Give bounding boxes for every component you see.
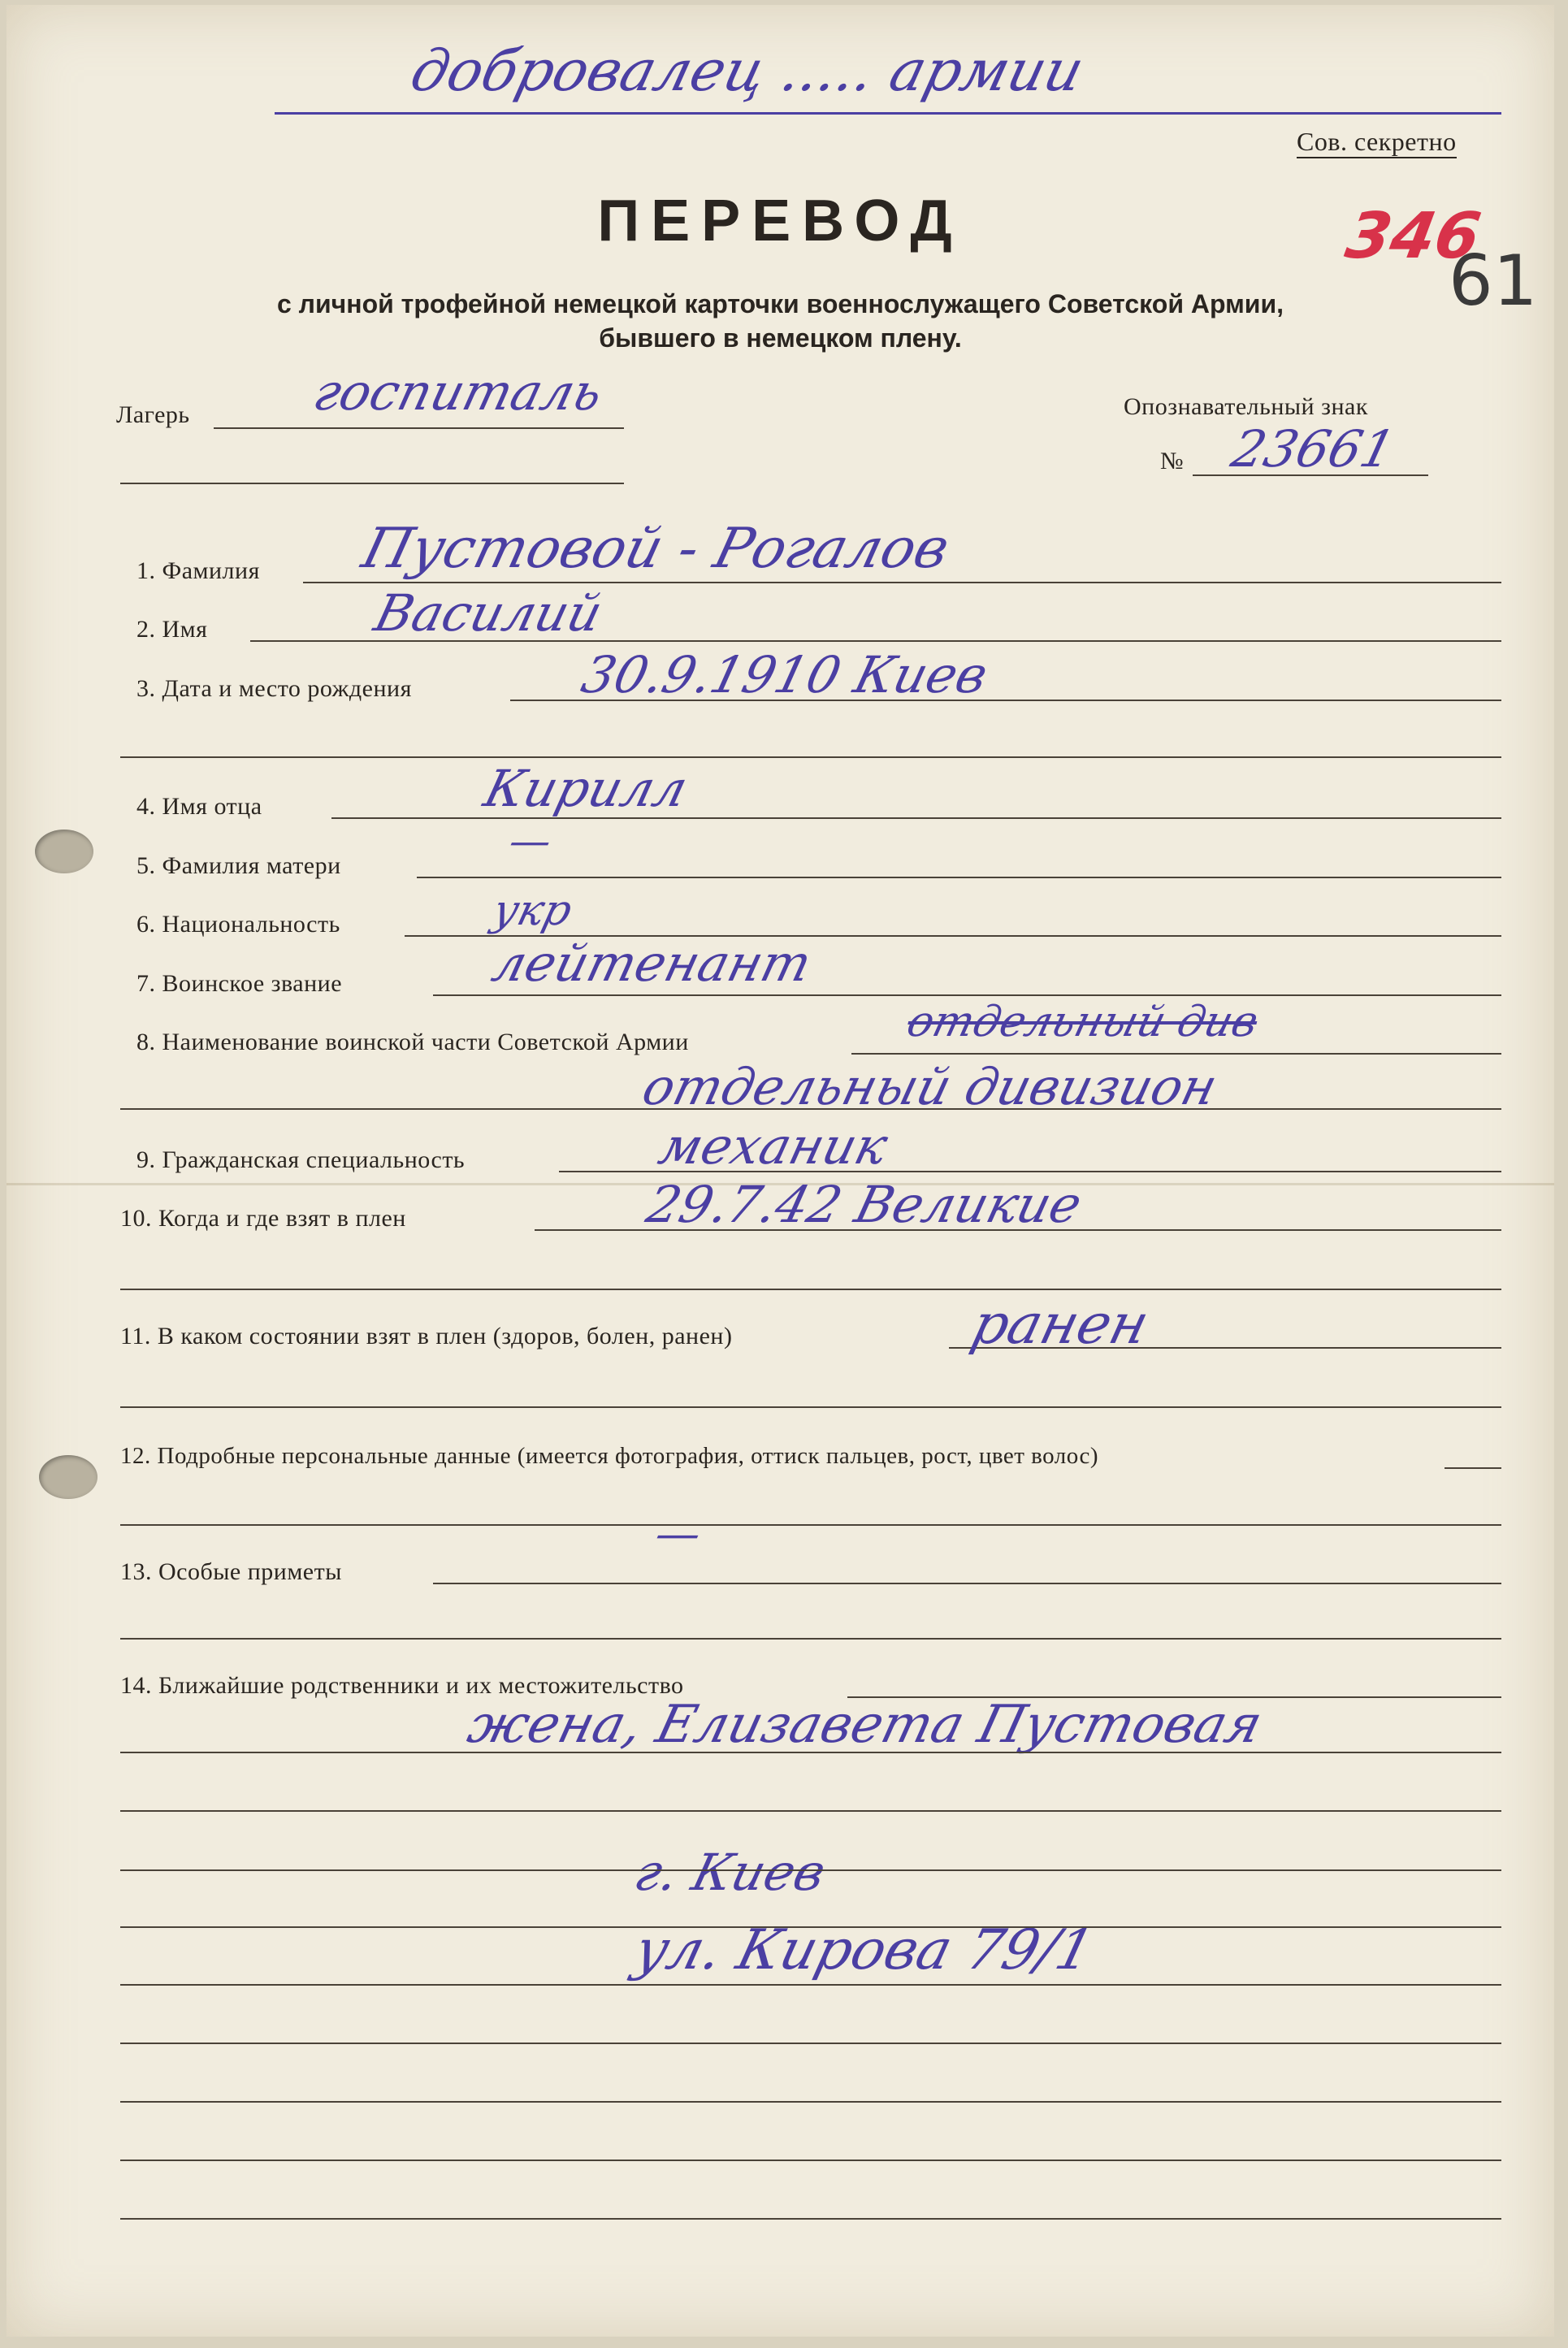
classification-stamp: Сов. секретно [1297,127,1457,158]
field-14-line-7 [120,2043,1501,2044]
field-13-line [433,1583,1501,1584]
field-8-line [851,1053,1501,1055]
field-1-label: 1. Фамилия [136,557,260,584]
field-3-label: 3. Дата и место рождения [136,675,412,702]
field-13-label: 13. Особые приметы [120,1558,342,1585]
id-value: 23661 [1225,419,1401,479]
camp-line [214,427,624,429]
field-14-line-8 [120,2101,1501,2103]
field-7-value: лейтенант [486,934,818,993]
field-14-line-2 [120,1752,1501,1753]
field-14-line-9 [120,2160,1501,2161]
red-archive-number: 346 [1341,200,1486,273]
document-title: ПЕРЕВОД [597,188,964,253]
document-page [6,5,1554,2337]
punch-hole-top [35,830,93,873]
field-12-line-2 [120,1524,1501,1526]
field-1-value: Пустовой - Рогалов [356,517,956,581]
field-4-value: Кирилл [478,759,694,818]
field-3-value: 30.9.1910 Киев [575,645,994,704]
field-5-label: 5. Фамилия матери [136,852,341,879]
field-10-value: 29.7.42 Великие [640,1175,1088,1234]
note-underline [275,112,1501,115]
field-14-line-6 [120,1984,1501,1986]
field-5-value: — [504,817,557,864]
field-12-value: — [650,1508,707,1559]
subtitle-line-1: с личной трофейной немецкой карточки военнослужащего Советской Армии, [276,289,1284,318]
id-prefix: № [1160,448,1185,474]
field-4-label: 4. Имя отца [136,793,262,820]
field-10-label: 10. Когда и где взят в плен [120,1205,406,1232]
field-7-label: 7. Воинское звание [136,970,343,997]
camp-line-2 [120,483,624,484]
field-12-line [1445,1467,1501,1469]
field-9-label: 9. Гражданская специальность [136,1146,466,1173]
field-14-line-4 [120,1869,1501,1871]
subtitle-line-2: бывшего в немецком плену. [599,323,962,353]
field-6-value: укр [487,886,577,935]
field-8-line-2 [120,1108,1501,1110]
field-11-value: ранен [965,1293,1155,1357]
camp-value: госпиталь [307,362,609,422]
field-9-value: механик [652,1116,894,1176]
field-2-label: 2. Имя [136,616,208,643]
pencil-page-number: 61 [1449,240,1538,322]
field-2-value: Василий [368,583,609,643]
relatives-line-3: ул. Кирова 79/1 [628,1918,1101,1982]
field-8-value: отдельный дивизион [636,1057,1224,1116]
handwritten-note: добровалец ..... армии [404,37,1091,104]
field-3-line-2 [120,756,1501,758]
field-14-line-5 [120,1926,1501,1928]
field-12-label: 12. Подробные персональные данные (имеется фотография, оттиск пальцев, рост, цвет волос) [120,1443,1098,1469]
relatives-line-1: жена, Елизавета Пустовая [461,1695,1268,1755]
punch-hole-bottom [39,1455,97,1499]
field-6-label: 6. Национальность [136,911,340,938]
field-8-struck-value: отдельный див [902,998,1263,1046]
field-10-line-2 [120,1289,1501,1290]
field-7-line [433,994,1501,996]
field-14-label: 14. Ближайшие родственники и их местожительство [120,1672,684,1699]
field-14-line-3 [120,1810,1501,1812]
camp-label: Лагерь [116,401,190,428]
relatives-line-2: г. Киев [628,1843,832,1902]
id-label: Опознавательный знак [1124,393,1368,420]
field-5-line [417,877,1501,878]
field-13-line-2 [120,1638,1501,1640]
field-8-label: 8. Наименование воинской части Советской Армии [136,1029,689,1055]
field-14-line-10 [120,2218,1501,2220]
field-11-label: 11. В каком состоянии взят в плен (здоров, болен, ранен) [120,1323,733,1349]
field-11-line-2 [120,1406,1501,1408]
